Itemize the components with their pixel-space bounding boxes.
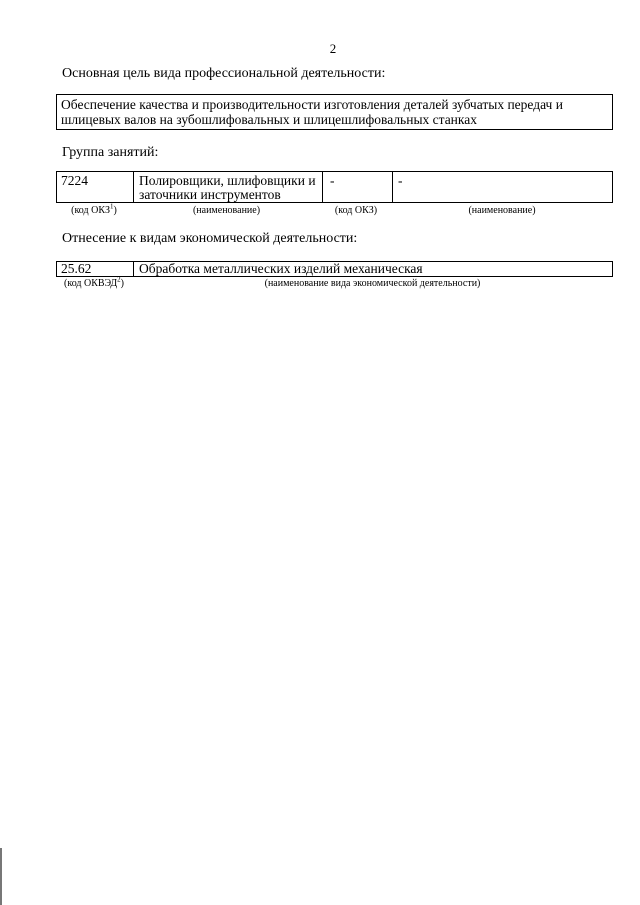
purpose-heading: Основная цель вида профессиональной деятельности: <box>62 66 386 81</box>
occupations-heading: Группа занятий: <box>62 145 159 160</box>
okved-code-cell: 25.62 <box>61 261 92 276</box>
activities-heading: Отнесение к видам экономической деятельности: <box>62 231 358 246</box>
footnote-1-marker: 1 <box>110 202 114 211</box>
okved-name-cell: Обработка металлических изделий механическая <box>139 261 423 276</box>
occupations-divider-2 <box>322 172 323 202</box>
occupations-divider-3 <box>392 172 393 202</box>
footnote-2-marker: 2 <box>117 275 121 284</box>
occupations-table <box>56 171 613 203</box>
okz-code-2-cell: - <box>330 173 335 188</box>
caption-okz-name-2: (наименование) <box>468 205 536 216</box>
caption-okz-name: (наименование) <box>192 205 261 216</box>
purpose-text: Обеспечение качества и производительности изготовления деталей зубчатых передач и шлицевых валов на зубошлифовальных и шлицешлифовальных станках <box>61 97 563 127</box>
caption-okved-name: (наименование вида экономической деятельности) <box>264 278 481 289</box>
activities-divider <box>133 262 134 276</box>
caption-okz-code-2: (код ОКЗ) <box>334 205 378 216</box>
caption-okved-code: (код ОКВЭД$^2$) <box>64 275 124 289</box>
okz-name-cell: Полировщики, шлифовщики и заточники инструментов <box>139 173 316 202</box>
scan-edge <box>0 848 2 905</box>
okz-code-cell: 7224 <box>61 173 88 188</box>
caption-okz-code: (код ОКЗ$^1$) <box>71 202 117 216</box>
occupations-divider-1 <box>133 172 134 202</box>
purpose-box <box>56 94 613 130</box>
page-number: 2 <box>329 41 337 56</box>
okz-name-2-cell: - <box>398 173 403 188</box>
activities-table <box>56 261 613 277</box>
